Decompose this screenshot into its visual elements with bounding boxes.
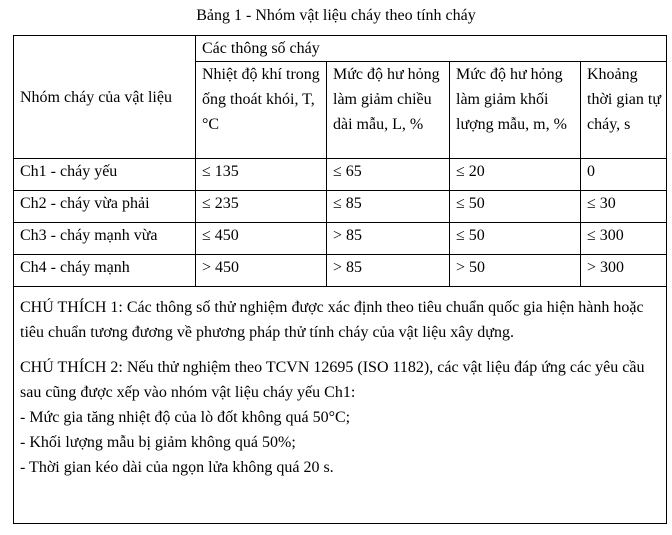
cell-temperature: ≤ 135	[196, 159, 327, 191]
cell-mass-damage: ≤ 50	[450, 191, 581, 223]
note-1: CHÚ THÍCH 1: Các thông số thử nghiệm được xác định theo tiêu chuẩn quốc gia hiện hành hoặc tiêu chuẩn tương đương về phương pháp thử tính cháy của vật liệu xây dựng.	[20, 299, 644, 341]
header-mass-damage: Mức độ hư hỏng làm giảm khối lượng mẫu, m, %	[450, 62, 581, 159]
cell-length-damage: ≤ 85	[327, 191, 450, 223]
note-2-item: - Thời gian kéo dài của ngọn lửa không quá 20 s.	[20, 459, 334, 476]
note-2-item: - Khối lượng mẫu bị giảm không quá 50%;	[20, 434, 296, 451]
header-material-group: Nhóm cháy của vật liệu	[14, 36, 196, 159]
cell-temperature: ≤ 450	[196, 223, 327, 255]
cell-length-damage: > 85	[327, 223, 450, 255]
cell-length-damage: > 85	[327, 255, 450, 287]
cell-burning-time: > 300	[581, 255, 667, 287]
cell-length-damage: ≤ 65	[327, 159, 450, 191]
table-row	[14, 255, 667, 287]
row-group-label: Ch4 - cháy mạnh	[14, 255, 196, 287]
header-fire-parameters: Các thông số cháy	[196, 36, 667, 62]
cell-mass-damage: ≤ 20	[450, 159, 581, 191]
row-group-label: Ch2 - cháy vừa phải	[14, 191, 196, 223]
header-self-burning-time: Khoảng thời gian tự cháy, s	[581, 62, 667, 159]
cell-temperature: > 450	[196, 255, 327, 287]
cell-mass-damage: ≤ 50	[450, 223, 581, 255]
note-2-item: - Mức gia tăng nhiệt độ của lò đốt không quá 50°C;	[20, 409, 351, 426]
cell-burning-time: 0	[581, 159, 667, 191]
table-caption: Bảng 1 - Nhóm vật liệu cháy theo tính cháy	[196, 7, 476, 24]
cell-burning-time: ≤ 30	[581, 191, 667, 223]
cell-burning-time: ≤ 300	[581, 223, 667, 255]
notes-section	[14, 287, 667, 524]
table-row	[14, 191, 667, 223]
note-2-intro: CHÚ THÍCH 2: Nếu thử nghiệm theo TCVN 12695 (ISO 1182), các vật liệu đáp ứng các yêu cầu sau cũng được xếp vào nhóm vật liệu cháy yếu Ch1:	[20, 359, 645, 401]
header-length-damage: Mức độ hư hỏng làm giảm chiều dài mẫu, L, %	[327, 62, 450, 159]
fire-group-table	[13, 35, 667, 524]
header-gas-temperature: Nhiệt độ khí trong ống thoát khói, T, °C	[196, 62, 327, 159]
cell-mass-damage: > 50	[450, 255, 581, 287]
table-row	[14, 223, 667, 255]
row-group-label: Ch1 - cháy yếu	[14, 159, 196, 191]
table-row	[14, 159, 667, 191]
cell-temperature: ≤ 235	[196, 191, 327, 223]
row-group-label: Ch3 - cháy mạnh vừa	[14, 223, 196, 255]
